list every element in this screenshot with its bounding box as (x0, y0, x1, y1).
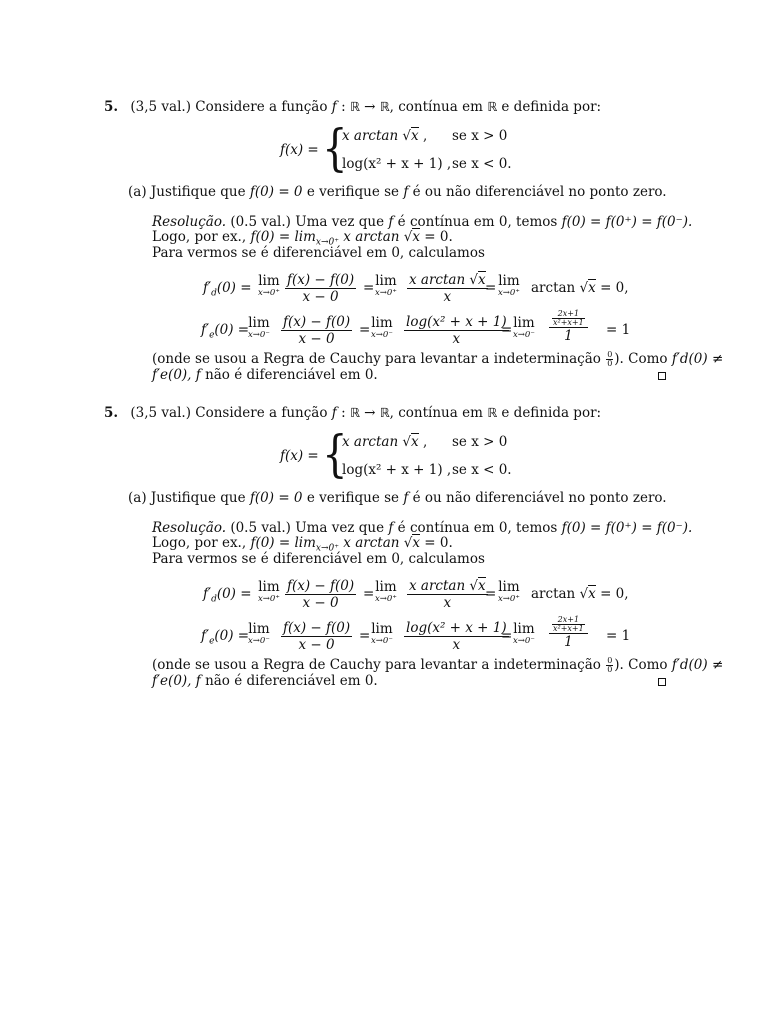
problem-number: 5. (104, 99, 119, 115)
qed-box-icon (658, 372, 666, 380)
resolution-line-2: Logo, por ex., $f(0) = \lim_{x\to 0^+} x$ arctan √x = 0. (152, 229, 453, 248)
resolution-line-1: Resolução. (0.5 val.) Uma vez que f é contínua em 0, temos f(0) = f(0⁺) = f(0⁻). (152, 214, 693, 230)
piecewise-definition: f(x) = { x arctan √x , se x > 0 log(x² + x + 1) , se x < 0. (280, 425, 512, 483)
resolution-line-2: Logo, por ex., $f(0) = \lim_{x\to 0^+} x$ arctan √x = 0. (152, 535, 453, 554)
note-line-1: (onde se usou a Regra de Cauchy para levantar a indeterminação $\frac{0}{0}$ ). Como f′d(0) ≠ (152, 350, 724, 368)
subquestion-a: (a) Justifique que f(0) = 0 e verifique se f é ou não diferenciável no ponto zero. (128, 184, 667, 200)
resolution-line-3: Para vermos se é diferenciável em 0, calculamos (152, 551, 485, 567)
qed-box-icon (658, 678, 666, 686)
problem-number: 5. (104, 405, 119, 421)
piecewise-definition: f(x) = { x arctan √x , se x > 0 log(x² + x + 1) , se x < 0. (280, 119, 512, 177)
brace-symbol: { (322, 119, 348, 177)
resolution-line-3: Para vermos se é diferenciável em 0, calculamos (152, 245, 485, 261)
note-line-2: f′e(0), f não é diferenciável em 0. (152, 367, 378, 383)
note-line-2: f′e(0), f não é diferenciável em 0. (152, 673, 378, 689)
resolution-line-1: Resolução. (0.5 val.) Uma vez que f é contínua em 0, temos f(0) = f(0⁺) = f(0⁻). (152, 520, 693, 536)
brace-symbol: { (322, 425, 348, 483)
subquestion-a: (a) Justifique que f(0) = 0 e verifique se f é ou não diferenciável no ponto zero. (128, 490, 667, 506)
problem-statement: 5. (3,5 val.) Considere a função f : ℝ → ℝ, contínua em ℝ e definida por: (104, 405, 602, 421)
document-page: 5. (3,5 val.) Considere a função f : ℝ → ℝ, contínua em ℝ e definida por: f(x) = { x arctan √x , se x > 0 log(x² + x + 1) , se x < 0. (a) Justifique que f(0) = 0 e verifique se f é ou não diferenciável no ponto zero. Resolução. (0.5 val.) Uma vez que f é contínua em 0, temos f(0) = f(0⁺) = f(0⁻). Logo, por ex., $f(0) = \lim_{x\to 0^+} x$ arctan √x = 0. Para vermos se é diferenciável em 0, calculamos $f'_d(0)$ = lim x→0⁺ $\frac{f(x) - f(0)}{x - 0}$ = lim x→0⁺ $\frac{\text{x arctan √x}}{x}$ = lim x→0⁺ arctan √x = 0, $f'_e(0)$ = lim x→0⁻ $\frac{f(x) - f(0)}{x - 0}$ = lim x→0⁻ $\frac{\text{log(x² + x + 1)}}{x}$ = lim x→0⁻ $\frac{\frac{2x+1}{\text{x²+x+1}}}{1}$ = 1 (onde se usou a Regra de Cauchy para levantar a indeterminação $\frac{0}{0}$ ). Como f′d(0) ≠ f′e(0), f não é diferenciável em 0. 5. (3,5 val.) Considere a função f : ℝ → ℝ, contínua em ℝ e definida por: f(x) = { x arctan √x , se x > 0 log(x² + x + 1) , se x < 0. (a) Justifique que f(0) = 0 e verifique se f é ou não diferenciável no ponto zero. Resolução. (0.5 val.) Uma vez que f é contínua em 0, temos f(0) = f(0⁺) = f(0⁻). Logo, por ex., $f(0) = \lim_{x\to 0^+} x$ arctan √x = 0. Para vermos se é diferenciável em 0, calculamos $f'_d(0)$ = lim x→0⁺ $\frac{f(x) - f(0)}{x - 0}$ = lim x→0⁺ $\frac{\text{x arctan √x}}{x}$ = lim x→0⁺ arctan √x = 0, $f'_e(0)$ = lim x→0⁻ $\frac{f(x) - f(0)}{x - 0}$ = lim x→0⁻ $\frac{\text{log(x² + x + 1)}}{x}$ = lim x→0⁻ $\frac{\frac{2x+1}{\text{x²+x+1}}}{1}$ = 1 (onde se usou a Regra de Cauchy para levantar a indeterminação $\frac{0}{0}$ ). Como f′d(0) ≠ f′e(0), f não é diferenciável em 0. (104, 99, 724, 689)
problem-statement: 5. (3,5 val.) Considere a função f : ℝ → ℝ, contínua em ℝ e definida por: (104, 99, 602, 115)
note-line-1: (onde se usou a Regra de Cauchy para levantar a indeterminação $\frac{0}{0}$ ). Como f′d(0) ≠ (152, 656, 724, 674)
